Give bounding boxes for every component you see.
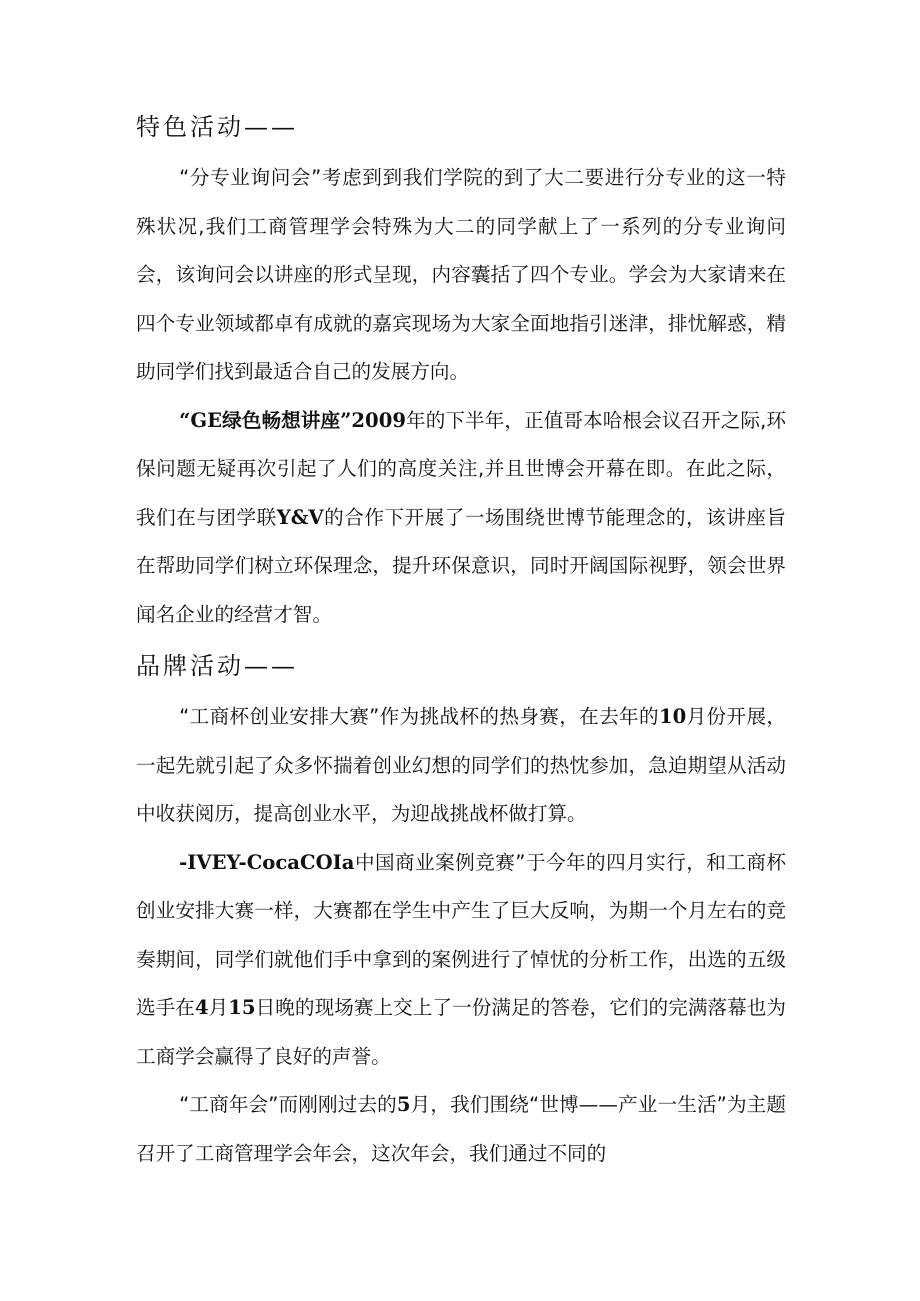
ge-lecture-lead: “GE (179, 408, 223, 432)
business-cup-month: 10 (658, 705, 687, 728)
document-body (136, 100, 786, 1178)
annual-meeting-month: 5 (396, 1093, 411, 1116)
ivey-case-day: 15 (228, 996, 256, 1019)
ge-lecture-paragraph (136, 397, 786, 640)
brand-activities-heading: 品牌活动—— (136, 652, 298, 680)
featured-activities-heading: 特色活动—— (136, 113, 298, 141)
business-cup-text-b: 月份开展，一起先就引起了众多怀揣着创业幻想的同学们的热忱参加，急迫期望从活动中收获阅历，提高创业水平，为迎战挑战杯做打算。 (136, 705, 786, 825)
business-cup-text-a: “工商杯创业安排大赛”作为挑战杯的热身赛，在去年的 (179, 705, 659, 728)
ivey-case-month: 4 (194, 996, 209, 1019)
ge-lecture-year: ”2009 (340, 408, 406, 432)
consultation-paragraph: “分专业询问会”考虑到到我们学院的到了大二要进行分专业的这一特殊状况,我们工商管理学会特殊为大二的同学献上了一系列的分专业询问会，该询问会以讲座的形式呈现，内容囊括了四个专业。学会为大家请来在四个专业领域都卓有成就的嘉宾现场为大家全面地指引迷津，排忧解惑，精助同学们找到最适合自己的发展方向。 (136, 166, 786, 383)
annual-meeting-paragraph (136, 1081, 786, 1178)
annual-meeting-text-b: 月，我们围绕“世博——产业一生活”为主题召开了工商管理学会年会，这次年会，我们通过不同的 (136, 1093, 786, 1165)
ivey-case-text-a: 中国商业案例竞赛”于今年的四月实行，和工商杯创业安排大赛一样，大赛都在学生中产生了巨大反响，为期一个月左右的竞奏期间，同学们就他们手中拿到的案例进行了悼忧的分析工作，出选的五级选手在 (136, 850, 786, 1019)
yv-partner: Y&V (276, 505, 324, 529)
ge-lecture-title: 绿色畅想讲座 (222, 408, 341, 432)
annual-meeting-text-a: “工商年会”而刚刚过去的 (179, 1093, 397, 1116)
ge-lecture-body-end: 的合作下开展了一场围绕世博节能理念的，该讲座旨在帮助同学们树立环保理念，提升环保意识，同时开阔国际视野，领会世界闻名企业的经营才智。 (136, 505, 787, 626)
ivey-case-text-b: 月 (208, 996, 229, 1019)
ivey-case-paragraph (136, 839, 786, 1082)
ivey-case-lead: -IVEY-CocaCOIa (179, 850, 355, 874)
business-cup-paragraph (136, 693, 786, 839)
ge-lecture-body: 年的下半年，正值哥本哈根会议召开之际,环保问题无疑再次引起了人们的高度关注,并且世博会开幕在即。在此之际，我们在与团学联 (136, 408, 786, 529)
ivey-case-text-c: 日晚的现场赛上交上了一份满足的答卷，它们的完满落幕也为工商学会赢得了良好的声誉。 (136, 996, 787, 1068)
